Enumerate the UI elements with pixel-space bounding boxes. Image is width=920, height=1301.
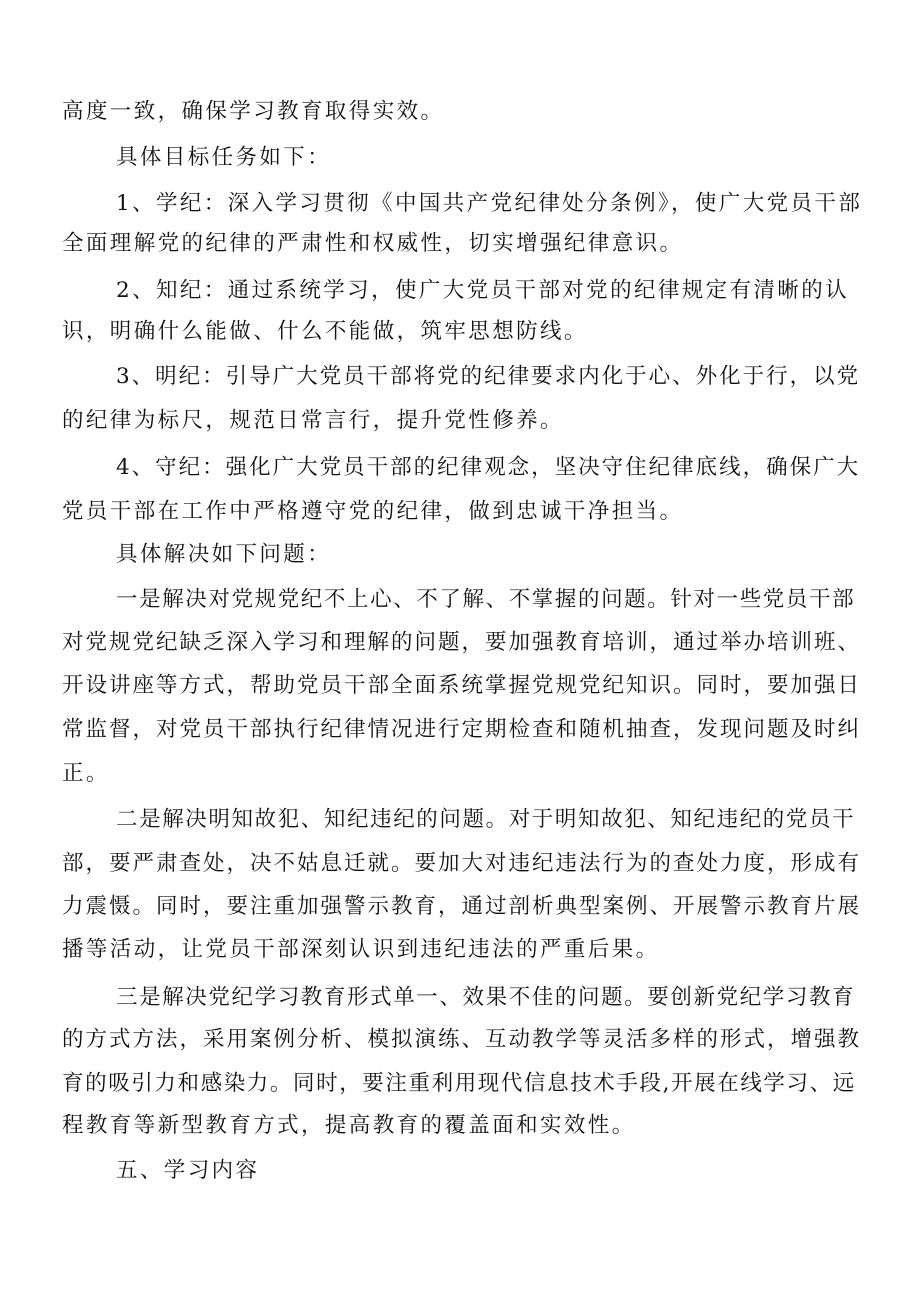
text-line: 一是解决对党规党纪不上心、不了解、不掌握的问题。针对一些党员干部	[116, 587, 856, 612]
text-line: 的纪律为标尺，规范日常言行，提升党性修养。	[62, 408, 564, 433]
text-line: 播等活动，让党员干部深刻认识到违纪违法的严重后果。	[62, 937, 660, 962]
text-line: 正。	[62, 761, 110, 786]
text-line: 常监督，对党员干部执行纪律情况进行定期检查和随机抽查，发现问题及时纠	[62, 717, 862, 742]
text-line: 识，明确什么能做、什么不能做，筑牢思想防线。	[62, 319, 588, 344]
text-line: 部，要严肃查处，决不姑息迁就。要加大对违纪违法行为的查处力度，形成有	[62, 851, 862, 876]
section-heading: 五、学习内容	[116, 1158, 260, 1183]
text-line: 程教育等新型教育方式，提高教育的覆盖面和实效性。	[62, 1113, 636, 1138]
text-line: 4、守纪：强化广大党员干部的纪律观念，坚决守住纪律底线，确保广大	[116, 455, 861, 480]
text-line: 2、知纪：通过系统学习，使广大党员干部对党的纪律规定有清晰的认	[116, 278, 850, 303]
text-line: 3、明纪：引导广大党员干部将党的纪律要求内化于心、外化于行，以党	[116, 364, 861, 389]
text-line: 党员干部在工作中严格遵守党的纪律，做到忠诚干净担当。	[62, 499, 684, 524]
text-line: 的方式方法，采用案例分析、模拟演练、互动教学等灵活多样的形式，增强教	[62, 1027, 862, 1052]
text-line: 1、学纪：深入学习贯彻《中国共产党纪律处分条例》，使广大党员干部	[116, 191, 863, 216]
text-line: 力震慑。同时，要注重加强警示教育，通过剖析典型案例、开展警示教育片展	[62, 894, 862, 919]
text-line: 具体解决如下问题：	[116, 542, 332, 567]
text-line: 育的吸引力和感染力。同时，要注重利用现代信息技术手段,开展在线学习、远	[62, 1071, 856, 1096]
text-line: 对党规党纪缺乏深入学习和理解的问题，要加强教育培训，通过举办培训班、	[62, 630, 862, 655]
text-line: 全面理解党的纪律的严肃性和权威性，切实增强纪律意识。	[62, 231, 684, 256]
text-line: 三是解决党纪学习教育形式单一、效果不佳的问题。要创新党纪学习教育	[116, 985, 856, 1010]
text-line: 二是解决明知故犯、知纪违纪的问题。对于明知故犯、知纪违纪的党员干	[116, 807, 856, 832]
text-line: 开设讲座等方式，帮助党员干部全面系统掌握党规党纪知识。同时，要加强日	[62, 673, 862, 698]
text-line: 具体目标任务如下：	[116, 145, 332, 170]
text-line: 高度一致，确保学习教育取得实效。	[62, 99, 445, 124]
